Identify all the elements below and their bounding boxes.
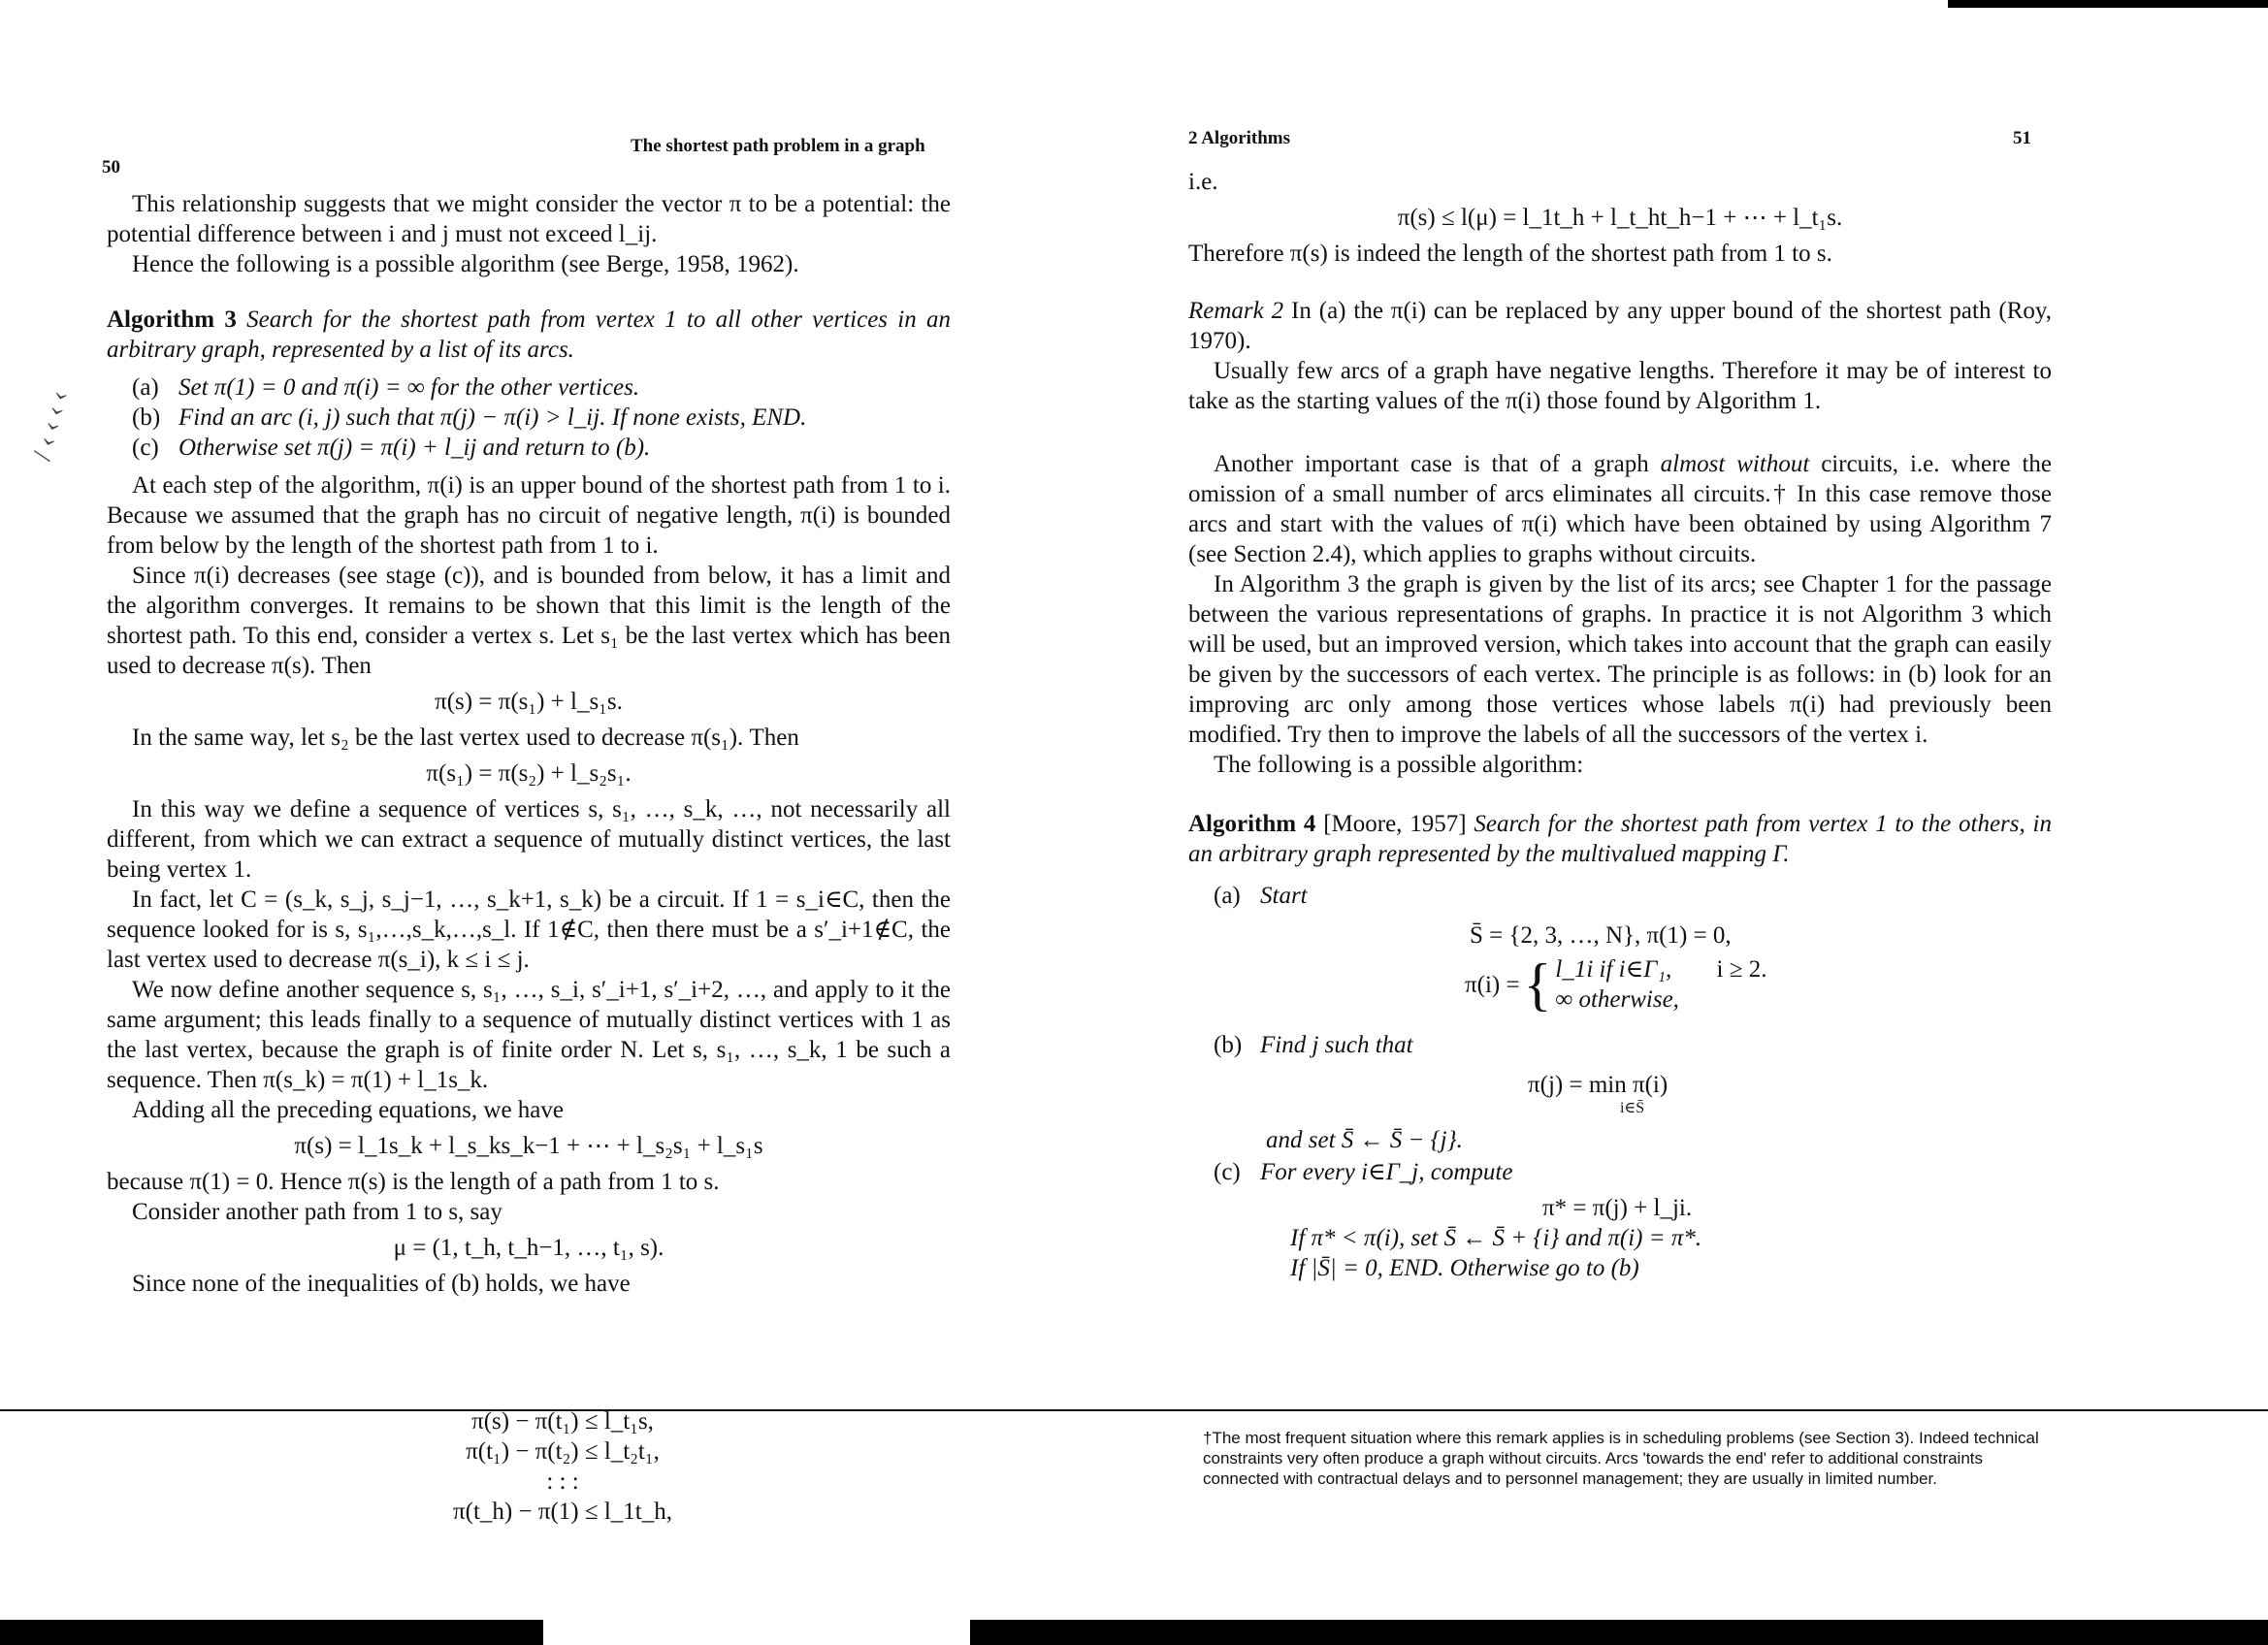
paragraph-in-algorithm-3: In Algorithm 3 the graph is given by the list of its arcs; see Chapter 1 for the passage between the various representations of graphs. In practice it is not Algorithm 3 which will be used, but an improved version, which takes into account that the graph can easily be given by the successors of each vertex. The principle is as follows: in (b) look for an improving arc only among those vertices whose labels π(i) had previously been modified. Try then to improve the labels of all the successors of the vertex i. bbox=[1188, 571, 2052, 748]
paragraph-because: because π(1) = 0. Hence π(s) is the length of a path from 1 to s. bbox=[107, 1169, 720, 1195]
inequality-3: π(t_h) − π(1) ≤ l_1t_h, bbox=[453, 1499, 672, 1525]
algorithm-4-title: Search for the shortest path from vertex 1 to the others, in an arbitrary graph represented by the multivalued mapping Γ. bbox=[1188, 811, 2052, 867]
step-text: Otherwise set π(j) = π(i) + l_ij and return to (b). bbox=[178, 435, 651, 461]
equation-4: μ = (1, t_h, t_h−1, …, t₁, s). bbox=[393, 1235, 664, 1261]
paragraph-another bbox=[1188, 449, 2052, 569]
pi-i-lhs: π(i) = bbox=[1465, 971, 1520, 998]
step-a-equation-1: S̄ = {2, 3, …, N}, π(1) = 0, bbox=[1470, 922, 1732, 949]
step-label: (c) bbox=[1214, 1159, 1241, 1185]
equation-2: π(s₁) = π(s₂) + l_s₂s₁. bbox=[426, 760, 632, 787]
algorithm-4-label: Algorithm 4 bbox=[1188, 811, 1316, 837]
inequality-2: π(t₁) − π(t₂) ≤ l_t₂t₁, bbox=[466, 1438, 660, 1465]
step-c-equation: π* = π(j) + l_ji. bbox=[1542, 1195, 1693, 1221]
paragraph-adding: Adding all the preceding equations, we have bbox=[132, 1097, 564, 1123]
paragraph-in-fact: In fact, let C = (s_k, s_j, s_j−1, …, s_k+1, s_k) be a circuit. If 1 = s_i∈C, then the sequence looked for is s, s₁,…,s_k,…,s_l. If 1∉C, then there must be a s′_i+1∉C, the last vertex used to decrease π(s_i), k ≤ i ≤ j. bbox=[107, 887, 951, 973]
step-text: For every i∈Γ_j, compute bbox=[1260, 1159, 1513, 1185]
algorithm-4-step-a bbox=[1188, 881, 2052, 1015]
paragraph-following: The following is a possible algorithm: bbox=[1214, 752, 1584, 778]
algorithm-4-step-b bbox=[1188, 1030, 2052, 1155]
paragraph-same-way: In the same way, let s₂ be the last vertex used to decrease π(s₁). Then bbox=[132, 725, 799, 751]
footnote: †The most frequent situation where this remark applies is in scheduling problems (see Section 3). Indeed technical constraints very often produce a graph without circuits. Arcs 'towards the end' refer to additional constraints connected with contractual delays and to personnel management; they are usually in limited number. bbox=[1203, 1429, 2039, 1488]
ie-label: i.e. bbox=[1188, 169, 1218, 195]
brace: { bbox=[1523, 952, 1552, 1016]
paragraph-since-none: Since none of the inequalities of (b) holds, we have bbox=[132, 1271, 631, 1297]
paragraph-since: Since π(i) decreases (see stage (c)), and is bounded from below, it has a limit and the algorithm converges. It remains to be shown that this limit is the length of the shortest path. To this end, consider a vertex s. Let s₁ be the last vertex which has been used to decrease π(s). Then bbox=[107, 563, 951, 679]
step-label: (a) bbox=[1214, 883, 1241, 909]
algorithm-3-step-b bbox=[132, 403, 951, 433]
running-head-left: The shortest path problem in a graph bbox=[631, 136, 925, 156]
paragraph-therefore: Therefore π(s) is indeed the length of the shortest path from 1 to s. bbox=[1188, 241, 1832, 267]
left-body bbox=[107, 189, 951, 1299]
algorithm-4-step-c bbox=[1188, 1157, 2052, 1283]
inequality-dots: : : : bbox=[546, 1468, 579, 1495]
case-row-1 bbox=[1555, 954, 1766, 984]
paragraph-we-now: We now define another sequence s, s₁, …, s_i, s′_i+1, s′_i+2, …, and apply to it the same argument; this leads finally to a sequence of mutually distinct vertices with 1 as the last vertex, because the graph is of finite order N. Let s, s₁, …, s_k, 1 be such a sequence. Then π(s_k) = π(1) + l_1s_k. bbox=[107, 977, 951, 1093]
step-text: Start bbox=[1260, 883, 1308, 909]
step-text: Find j such that bbox=[1260, 1032, 1413, 1058]
cases bbox=[1555, 954, 1766, 1015]
paragraph-another-part-1: Another important case is that of a graph bbox=[1214, 451, 1649, 477]
algorithm-4-heading bbox=[1188, 809, 2052, 869]
paragraph-hence: Hence the following is a possible algorithm (see Berge, 1958, 1962). bbox=[132, 251, 799, 277]
page-number-left: 50 bbox=[102, 157, 120, 177]
algorithm-3-title: Search for the shortest path from vertex 1 to all other vertices in an arbitrary graph, represented by a list of its arcs. bbox=[107, 306, 951, 363]
paragraph-usually: Usually few arcs of a graph have negative lengths. Therefore it may be of interest to take as the starting values of the π(i) those found by Algorithm 1. bbox=[1188, 358, 2052, 414]
remark-2-text: In (a) the π(i) can be replaced by any upper bound of the shortest path (Roy, 1970). bbox=[1188, 298, 2052, 354]
step-b-subscript: i∈S̄ bbox=[1620, 1100, 1645, 1116]
equation-1: π(s) = π(s₁) + l_s₁s. bbox=[435, 689, 623, 715]
paragraph-sequence: In this way we define a sequence of vertices s, s₁, …, s_k, …, not necessarily all different, from which we can extract a sequence of mutually distinct vertices, the last being vertex 1. bbox=[107, 796, 951, 883]
step-b-equation: π(j) = min π(i) bbox=[1528, 1072, 1669, 1098]
handwritten-margin-note: / ‹ ‹ ‹ ‹ bbox=[27, 387, 75, 465]
equation-ie: π(s) ≤ l(μ) = l_1t_h + l_t_ht_h−1 + ⋯ + l_t₁s. bbox=[1397, 205, 1843, 231]
inequalities-block bbox=[417, 1406, 708, 1527]
step-text: Set π(1) = 0 and π(i) = ∞ for the other vertices. bbox=[178, 374, 640, 401]
algorithm-3-heading bbox=[107, 305, 951, 365]
inequality-1: π(s) − π(t₁) ≤ l_t₁s, bbox=[471, 1408, 654, 1435]
right-body bbox=[1188, 167, 2052, 1283]
remark-2 bbox=[1188, 296, 2052, 356]
algorithm-3-label: Algorithm 3 bbox=[107, 306, 237, 333]
left-page bbox=[0, 0, 1067, 1645]
step-label: (b) bbox=[1214, 1032, 1243, 1058]
paragraph-consider: Consider another path from 1 to s, say bbox=[132, 1199, 502, 1225]
case-condition: i ≥ 2. bbox=[1716, 956, 1767, 983]
right-page bbox=[1164, 0, 2268, 1645]
case-2: ∞ otherwise, bbox=[1555, 986, 1679, 1013]
step-b-header bbox=[1214, 1030, 2052, 1060]
step-label: (a) bbox=[132, 374, 159, 401]
page-number-right: 51 bbox=[2013, 128, 2031, 148]
step-label: (b) bbox=[132, 404, 161, 431]
running-head-right: 2 Algorithms bbox=[1188, 128, 1291, 148]
step-a-header bbox=[1214, 881, 2052, 911]
paragraph-each-step: At each step of the algorithm, π(i) is an upper bound of the shortest path from 1 to i. Because we assumed that the graph has no circuit of negative length, π(i) is bounded from below by the length of the shortest path from 1 to i. bbox=[107, 472, 951, 559]
algorithm-3-steps bbox=[132, 372, 951, 463]
remark-2-label: Remark 2 bbox=[1188, 298, 1284, 324]
step-c-if-1: If π* < π(i), set S̄ ← S̄ + {i} and π(i) = π*. bbox=[1290, 1225, 1702, 1251]
step-label: (c) bbox=[132, 435, 159, 461]
algorithm-3-step-a bbox=[132, 372, 951, 403]
paragraph-another-emphasis: almost without bbox=[1660, 451, 1810, 477]
step-b-set: and set S̄ ← S̄ − {j}. bbox=[1266, 1127, 1463, 1153]
equation-3: π(s) = l_1s_k + l_s_ks_k−1 + ⋯ + l_s₂s₁ + l_s₁s bbox=[294, 1133, 763, 1159]
step-a-equation-2 bbox=[1465, 954, 2052, 1015]
step-text: Find an arc (i, j) such that π(j) − π(i) > l_ij. If none exists, END. bbox=[178, 404, 807, 431]
paragraph-another-part-2: circuits, i.e. where the omission of a small number of arcs eliminates all circuits.† In this case remove those arcs and start with the values of π(i) which have been obtained by using Algorithm 7 (see Section 2.4), which applies to graphs without circuits. bbox=[1188, 451, 2052, 567]
algorithm-4-source: [Moore, 1957] bbox=[1323, 811, 1467, 837]
case-1: l_1i if i∈Γ₁, bbox=[1555, 956, 1672, 983]
paragraph-potential: This relationship suggests that we might consider the vector π to be a potential: the potential difference between i and j must not exceed l_ij. bbox=[107, 191, 951, 247]
step-c-header bbox=[1214, 1157, 2052, 1187]
step-c-if-2: If |S̄| = 0, END. Otherwise go to (b) bbox=[1290, 1255, 1639, 1281]
algorithm-3-step-c bbox=[132, 433, 951, 463]
